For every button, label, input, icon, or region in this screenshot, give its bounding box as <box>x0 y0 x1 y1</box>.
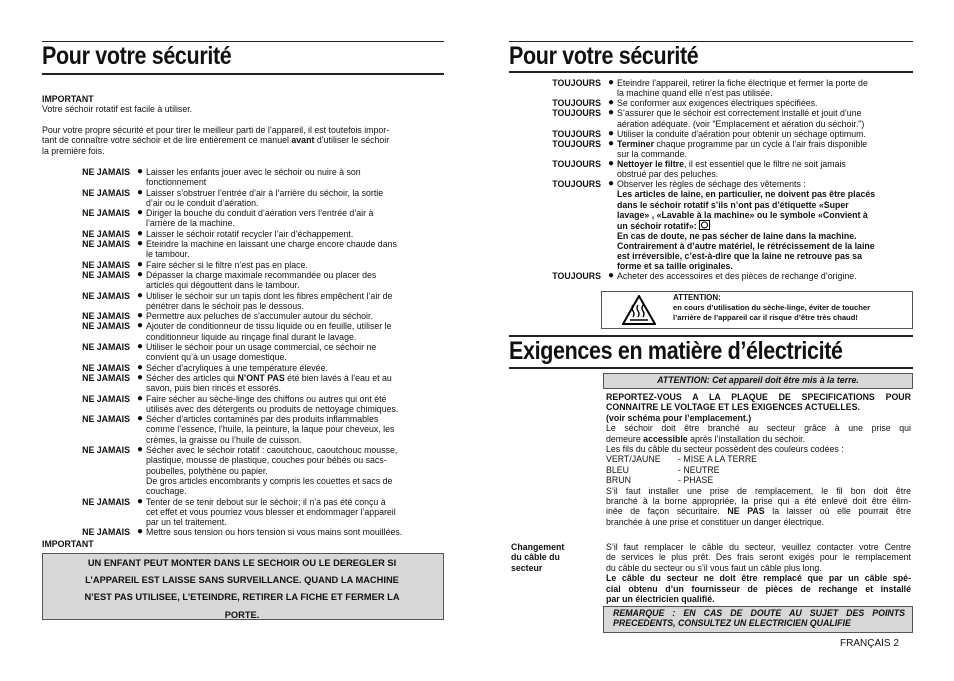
rule-label: TOUJOURS <box>552 128 601 139</box>
rule-item <box>42 260 444 270</box>
intro-line: tant de connaître votre séchoir et de lire entièrement ce manuel avant d’utiliser le séchoir <box>42 135 390 146</box>
rule-label: TOUJOURS <box>552 78 601 88</box>
left-title-underline <box>42 73 444 75</box>
rule-label: TOUJOURS <box>552 98 601 109</box>
bullet-icon: ● <box>607 270 615 282</box>
wire-row: BRUN - PHASE <box>606 475 714 486</box>
bullet-icon: ● <box>136 361 144 373</box>
rule-text: Utiliser la conduite d’aération pour obtenir un séchage optimum. <box>617 128 866 139</box>
rule-item <box>509 98 913 108</box>
body-line: branché à la borne appropriée, la prise qui a été enlevé doit être élim- <box>606 496 911 507</box>
attention-line-1: en cours d’utilisation du sèche-linge, éviter de toucher <box>673 303 871 312</box>
body-line: S’il faut installer une prise de remplacement, le fil bon doit être <box>606 485 911 496</box>
bullet-icon: ● <box>136 320 144 332</box>
rule-label: NE JAMAIS <box>82 208 130 219</box>
rule-item <box>42 188 444 209</box>
bullet-icon: ● <box>607 158 615 170</box>
attention-line-2: l’arrière de l’appareil car il risque d’être très chaud! <box>673 313 858 322</box>
rule-label: NE JAMAIS <box>82 342 130 353</box>
warning-line: UN ENFANT PEUT MONTER DANS LE SECHOIR OU LE DEREGLER SI <box>87 558 397 568</box>
rule-text: Nettoyer le filtre, il est essentiel que le filtre ne soit jamais obstrué par des peluches. <box>617 159 846 180</box>
rule-label: NE JAMAIS <box>82 445 130 456</box>
rule-item <box>509 139 913 159</box>
rule-text: Diriger la bouche du conduit d’aération vers l’entrée d’air à l’arrière de la machine. <box>146 208 374 229</box>
report-line: CONNAITRE LE VOLTAGE ET LES EXIGENCES ACTUELLES. <box>606 402 860 413</box>
body-line: Les fils du câble du secteur possèdent des couleurs codées : <box>606 444 844 455</box>
child-warning-text <box>46 555 438 624</box>
bullet-icon: ● <box>607 107 615 119</box>
rule-label: NE JAMAIS <box>82 321 130 332</box>
rule-item <box>42 414 444 445</box>
rule-text: Sécher des articles qui N’ONT PAS été bien lavés à l’eau et au savon, puis bien rincés et essorés. <box>146 372 392 394</box>
intro-line: la première fois. <box>42 145 105 156</box>
bullet-icon: ● <box>136 207 144 219</box>
bullet-icon: ● <box>607 127 615 139</box>
body-line: branchée à une prise et constituer un danger électrique. <box>606 516 825 527</box>
warning-line: N’EST PAS UTILISEE, L’ETEINDRE, RETIRER LA FICHE ET FERMER LA <box>84 592 400 603</box>
rule-text: Sécher avec le séchoir rotatif : caoutchouc, caoutchouc mousse, plastique, mousse de plastique, couches pour bébés ou sacs- poubelles, polythène ou papier. De gros articles encombrants y compris les couettes et sacs de couchage. <box>146 445 398 497</box>
body-line: Le séchoir doit être branché au secteur grâce à une prise qui <box>606 423 911 434</box>
wire-row: VERT/JAUNE - MISE A LA TERRE <box>606 454 758 465</box>
intro-paragraph <box>42 125 444 156</box>
rule-label: TOUJOURS <box>552 271 601 282</box>
rule-item <box>42 342 444 363</box>
bullet-icon: ● <box>136 268 144 280</box>
bullet-icon: ● <box>607 137 615 149</box>
body-line: inée de façon sécuritaire. NE PAS la laisser où elle pourrait être <box>606 506 911 517</box>
remark-text: REMARQUE : EN CAS DE DOUTE AU SUJET DES POINTS PRECEDENTS, CONSULTEZ UN ELECTRICIEN QUALIFIE <box>613 608 905 629</box>
rule-text: Se conformer aux exigences électriques spécifiées. <box>617 98 818 109</box>
rule-label: NE JAMAIS <box>82 259 130 270</box>
rule-text: Faire sécher au sèche-linge des chiffons ou autres qui ont été utilisés avec des détergents ou produits de nettoyage chimiques. <box>146 393 399 414</box>
warning-line: L’APPAREIL EST LAISSE SANS SURVEILLANCE. QUAND LA MACHINE <box>85 575 399 586</box>
rule-text: Faire sécher si le filtre n’est pas en place. <box>146 259 308 270</box>
rule-text: Laisser le séchoir rotatif recycler l’air d’échappement. <box>146 228 354 239</box>
rule-label: NE JAMAIS <box>82 527 130 538</box>
rule-item <box>42 208 444 229</box>
bullet-icon: ● <box>136 310 144 322</box>
page-footer: FRANÇAIS 2 <box>840 638 899 649</box>
rule-item <box>42 321 444 342</box>
rule-text: Tenter de se tenir debout sur le séchoir; il n’a pas été conçu à cet effet et vous pourriez vous blesser et endommager l’appareil par un tel traitement. <box>146 496 396 528</box>
rule-label: NE JAMAIS <box>82 393 130 404</box>
important-label: IMPORTANT <box>42 94 94 104</box>
rule-item <box>42 291 444 312</box>
bullet-icon: ● <box>136 526 144 538</box>
rule-text: Observer les règles de séchage des vêtements : Les articles de laine, en particulier, ne doivent pas être placés dans le séchoir rotatif s’ils n’ont pas d’étiquette «Super lavage» , «Lavable à la machine» ou le symbole «Convient à un séchoir rotatif»: En cas de doute, ne pas sécher de laine dans la machine. Contrairement à d’autre matériel, le rétrécissement de la laine est irréversible, c’est-à-dire que la laine ne retrouve pas sa forme et sa taille originales. <box>617 179 876 272</box>
rule-item <box>42 229 444 239</box>
bullet-icon: ● <box>136 238 144 250</box>
rule-item <box>509 159 913 179</box>
cable-change-label: Changement du câble du secteur <box>511 542 565 573</box>
rule-label: TOUJOURS <box>552 108 601 119</box>
rule-item <box>509 78 913 98</box>
bullet-icon: ● <box>136 341 144 353</box>
bullet-icon: ● <box>136 392 144 404</box>
section-title-underline <box>509 367 913 369</box>
rule-text: Permettre aux peluches de s’accumuler autour du séchoir. <box>146 311 373 322</box>
rule-label: NE JAMAIS <box>82 228 130 239</box>
rule-label: TOUJOURS <box>552 138 601 149</box>
rule-label: NE JAMAIS <box>82 167 130 177</box>
bullet-icon: ● <box>607 178 615 190</box>
rule-item <box>42 239 444 260</box>
left-page-title: Pour votre sécurité <box>42 42 232 70</box>
rule-text: Utiliser le séchoir sur un tapis dont les fibres empêchent l’air de pénétrer dans le séchoir pas le dessous. <box>146 290 393 311</box>
bullet-icon: ● <box>136 413 144 425</box>
cable-change-text: S’il faut remplacer le câble du secteur, veuillez contacter votre Centre de services le plus prêt. Des frais seront exigés pour le remplacement du câble du secteur ou s’il vous faut un câble plus long. Le câble du secteur ne doit être remplacé que par un câble spé- cial obtenu d’un fournisseur de pièces de rechange et installé par un électricien qualifié. <box>606 542 911 605</box>
rule-item <box>42 394 444 415</box>
rule-item <box>42 363 444 373</box>
rule-text: Sécher d’acryliques à une température élevée. <box>146 362 328 373</box>
bullet-icon: ● <box>136 289 144 301</box>
rule-text: Ajouter de conditionneur de tissu liquide ou en feuille, utiliser le conditionneur liquide au rinçage final durant le lavage. <box>146 321 392 342</box>
bullet-icon: ● <box>607 97 615 109</box>
intro-line: Pour votre propre sécurité et pour tirer le meilleur parti de l’appareil, il est toutefois impor- <box>42 125 390 135</box>
rule-text: Laisser les enfants jouer avec le séchoir ou nuire à son fonctionnement <box>146 167 361 188</box>
wire-row: BLEU - NEUTRE <box>606 464 720 475</box>
electric-specs <box>606 392 911 527</box>
rule-label: NE JAMAIS <box>82 372 130 383</box>
bullet-icon: ● <box>607 77 615 88</box>
bullet-icon: ● <box>136 166 144 177</box>
report-line: (voir schéma pour l’emplacement.) <box>606 412 752 423</box>
hot-surface-icon <box>622 295 656 330</box>
rule-text: Eteindre l’appareil, retirer la fiche électrique et fermer la porte de la machine quand elle n’est pas utilisée. <box>617 78 868 99</box>
rule-label: NE JAMAIS <box>82 239 130 250</box>
rule-item <box>42 527 444 537</box>
rule-text: Sécher d’articles contaminés par des produits inflammables comme l’essence, l’huile, la peinture, la laque pour cheveux, les crèmes, la graisse ou l’huile de cuisson. <box>146 414 395 445</box>
bullet-icon: ● <box>136 371 144 383</box>
rule-item <box>42 445 444 496</box>
rule-text: Mettre sous tension ou hors tension si vous mains sont mouillées. <box>146 527 403 538</box>
rule-text: Dépasser la charge maximale recommandée ou placer des articles qui dégouttent dans le tambour. <box>146 269 377 291</box>
rule-text: Terminer chaque programme par un cycle à l’air frais disponible sur la commande. <box>617 138 868 160</box>
rule-item <box>509 129 913 139</box>
rule-label: NE JAMAIS <box>82 414 130 425</box>
bullet-icon: ● <box>136 227 144 239</box>
wire-colors <box>606 454 911 485</box>
important-text: Votre séchoir rotatif est facile à utiliser. <box>42 104 193 114</box>
rule-label: NE JAMAIS <box>82 290 130 301</box>
warning-line: PORTE. <box>224 609 260 620</box>
ne-jamais-list <box>42 167 444 538</box>
rule-text: Eteindre la machine en laissant une charge encore chaude dans le tambour. <box>146 239 397 260</box>
rule-label: TOUJOURS <box>552 159 601 170</box>
bullet-icon: ● <box>136 444 144 456</box>
tumble-dry-icon <box>697 221 710 231</box>
rule-item <box>509 179 913 271</box>
rule-item <box>42 167 444 188</box>
rule-item <box>42 373 444 394</box>
rule-label: NE JAMAIS <box>82 187 130 198</box>
rule-label: NE JAMAIS <box>82 269 130 280</box>
rule-item <box>42 311 444 321</box>
rule-item <box>42 270 444 291</box>
attention-title: ATTENTION: <box>673 293 721 302</box>
rule-text: Utiliser le séchoir pour un usage commercial, ce séchoir ne convient qu’à un usage domestique. <box>146 342 377 363</box>
right-page-title: Pour votre sécurité <box>509 42 699 70</box>
right-title-underline <box>509 71 913 73</box>
bullet-icon: ● <box>136 495 144 507</box>
rule-item <box>509 108 913 128</box>
report-line: REPORTEZ-VOUS A LA PLAQUE DE SPECIFICATIONS POUR <box>606 392 911 402</box>
rule-item <box>42 497 444 528</box>
rule-label: TOUJOURS <box>552 179 601 190</box>
rule-text: Laisser s’obstruer l’entrée d’air à l’arrière du séchoir, la sortie d’air ou le conduit d’aération. <box>146 187 384 208</box>
bullet-icon: ● <box>136 186 144 198</box>
rule-text: Acheter des accessoires et des pièces de rechange d’origine. <box>617 271 857 282</box>
important-label-2: IMPORTANT <box>42 539 94 549</box>
rule-item <box>509 271 913 281</box>
rule-label: NE JAMAIS <box>82 311 130 322</box>
rule-text: S’assurer que le séchoir est correctement installé et jouit d’une aération adéquate. (voir "Emplacement et aération du séchoir.") <box>617 108 865 129</box>
bullet-icon: ● <box>136 258 144 270</box>
toujours-list <box>509 78 913 281</box>
electricity-title: Exigences en matière d’électricité <box>509 337 843 365</box>
earth-note: ATTENTION: Cet appareil doit être mis à la terre. <box>657 375 859 385</box>
rule-label: NE JAMAIS <box>82 362 130 373</box>
body-line: demeure accessible après l’installation du séchoir. <box>606 433 806 444</box>
rule-label: NE JAMAIS <box>82 496 130 507</box>
